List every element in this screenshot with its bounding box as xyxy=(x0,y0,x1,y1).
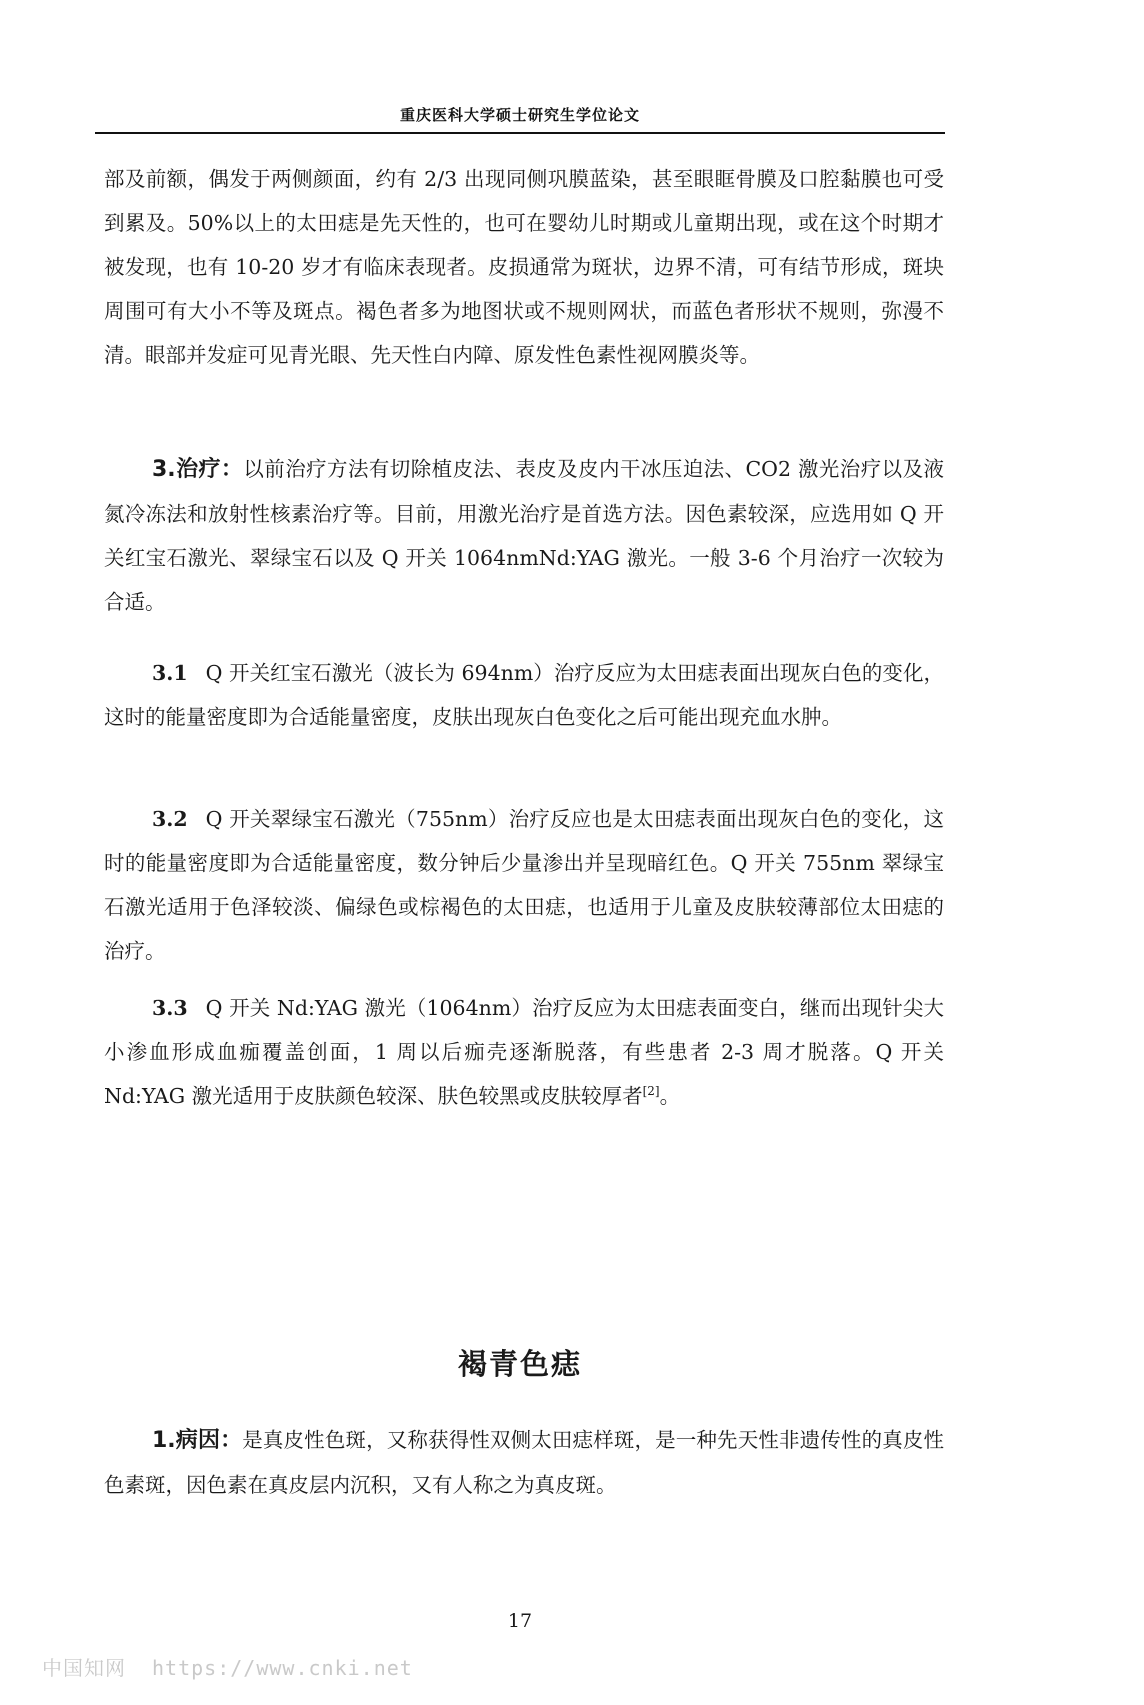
section-3-1-text: Q 开关红宝石激光（波长为 694nm）治疗反应为太田痣表面出现灰白色的变化，这时的能量密度即为合适能量密度，皮肤出现灰白色变化之后可能出现充血水肿。 xyxy=(104,661,944,729)
running-header: 重庆医科大学硕士研究生学位论文 xyxy=(399,106,640,124)
cause-label: 1.病因： xyxy=(152,1428,243,1453)
treatment-text: 以前治疗方法有切除植皮法、表皮及皮内干冰压迫法、CO2 激光治疗以及液氮冷冻法和放射性核素治疗等。目前，用激光治疗是首选方法。因色素较深，应选用如 Q 开关红宝石激光、翠绿宝石以及 Q 开关 1064nmNd:YAG 激光。一般 3-6 个月治疗一次较为合适。 xyxy=(104,457,944,614)
watermark-cn: 中国知网 xyxy=(42,1656,126,1680)
header-rule xyxy=(95,132,945,134)
cnki-watermark xyxy=(42,1652,413,1681)
section-3-2-text: Q 开关翠绿宝石激光（755nm）治疗反应也是太田痣表面出现灰白色的变化，这时的能量密度即为合适能量密度，数分钟后少量渗出并呈现暗红色。Q 开关 755nm 翠绿宝石激光适用于色泽较淡、偏绿色或棕褐色的太田痣，也适用于儿童及皮肤较薄部位太田痣的治疗。 xyxy=(104,807,944,963)
treatment-label: 3.治疗： xyxy=(152,457,244,482)
cause-paragraph xyxy=(104,1418,944,1507)
section-3-2-paragraph xyxy=(104,797,944,973)
cause-text: 是真皮性色斑，又称获得性双侧太田痣样斑，是一种先天性非遗传性的真皮性色素斑，因色素在真皮层内沉积，又有人称之为真皮斑。 xyxy=(104,1428,945,1497)
section-3-1-number: 3.1 xyxy=(152,661,188,685)
page-number: 17 xyxy=(507,1610,533,1632)
treatment-paragraph xyxy=(104,447,944,624)
intro-paragraph: 部及前额，偶发于两侧颜面，约有 2/3 出现同侧巩膜蓝染，甚至眼眶骨膜及口腔黏膜也可受到累及。50%以上的太田痣是先天性的，也可在婴幼儿时期或儿童期出现，或在这个时期才被发现，也有 10-20 岁才有临床表现者。皮损通常为斑状，边界不清，可有结节形成，斑块周围可有大小不等及斑点。褐色者多为地图状或不规则网状，而蓝色者形状不规则，弥漫不清。眼部并发症可见青光眼、先天性白内障、原发性色素性视网膜炎等。 xyxy=(104,167,944,367)
section-3-3-number: 3.3 xyxy=(152,996,188,1020)
section-3-3-end: 。 xyxy=(659,1084,681,1108)
section-heading: 褐青色痣 xyxy=(457,1347,582,1381)
section-3-3-paragraph xyxy=(104,986,944,1118)
section-3-1-paragraph xyxy=(104,651,944,739)
citation-ref: [2] xyxy=(642,1084,660,1099)
section-3-2-number: 3.2 xyxy=(152,807,188,831)
watermark-url: https://www.cnki.net xyxy=(152,1656,413,1680)
section-3-3-text: Q 开关 Nd:YAG 激光（1064nm）治疗反应为太田痣表面变白，继而出现针尖大小渗血形成血痂覆盖创面，1 周以后痂壳逐渐脱落，有些患者 2-3 周才脱落。Q 开关 Nd:YAG 激光适用于皮肤颜色较深、肤色较黑或皮肤较厚者 xyxy=(104,996,944,1108)
